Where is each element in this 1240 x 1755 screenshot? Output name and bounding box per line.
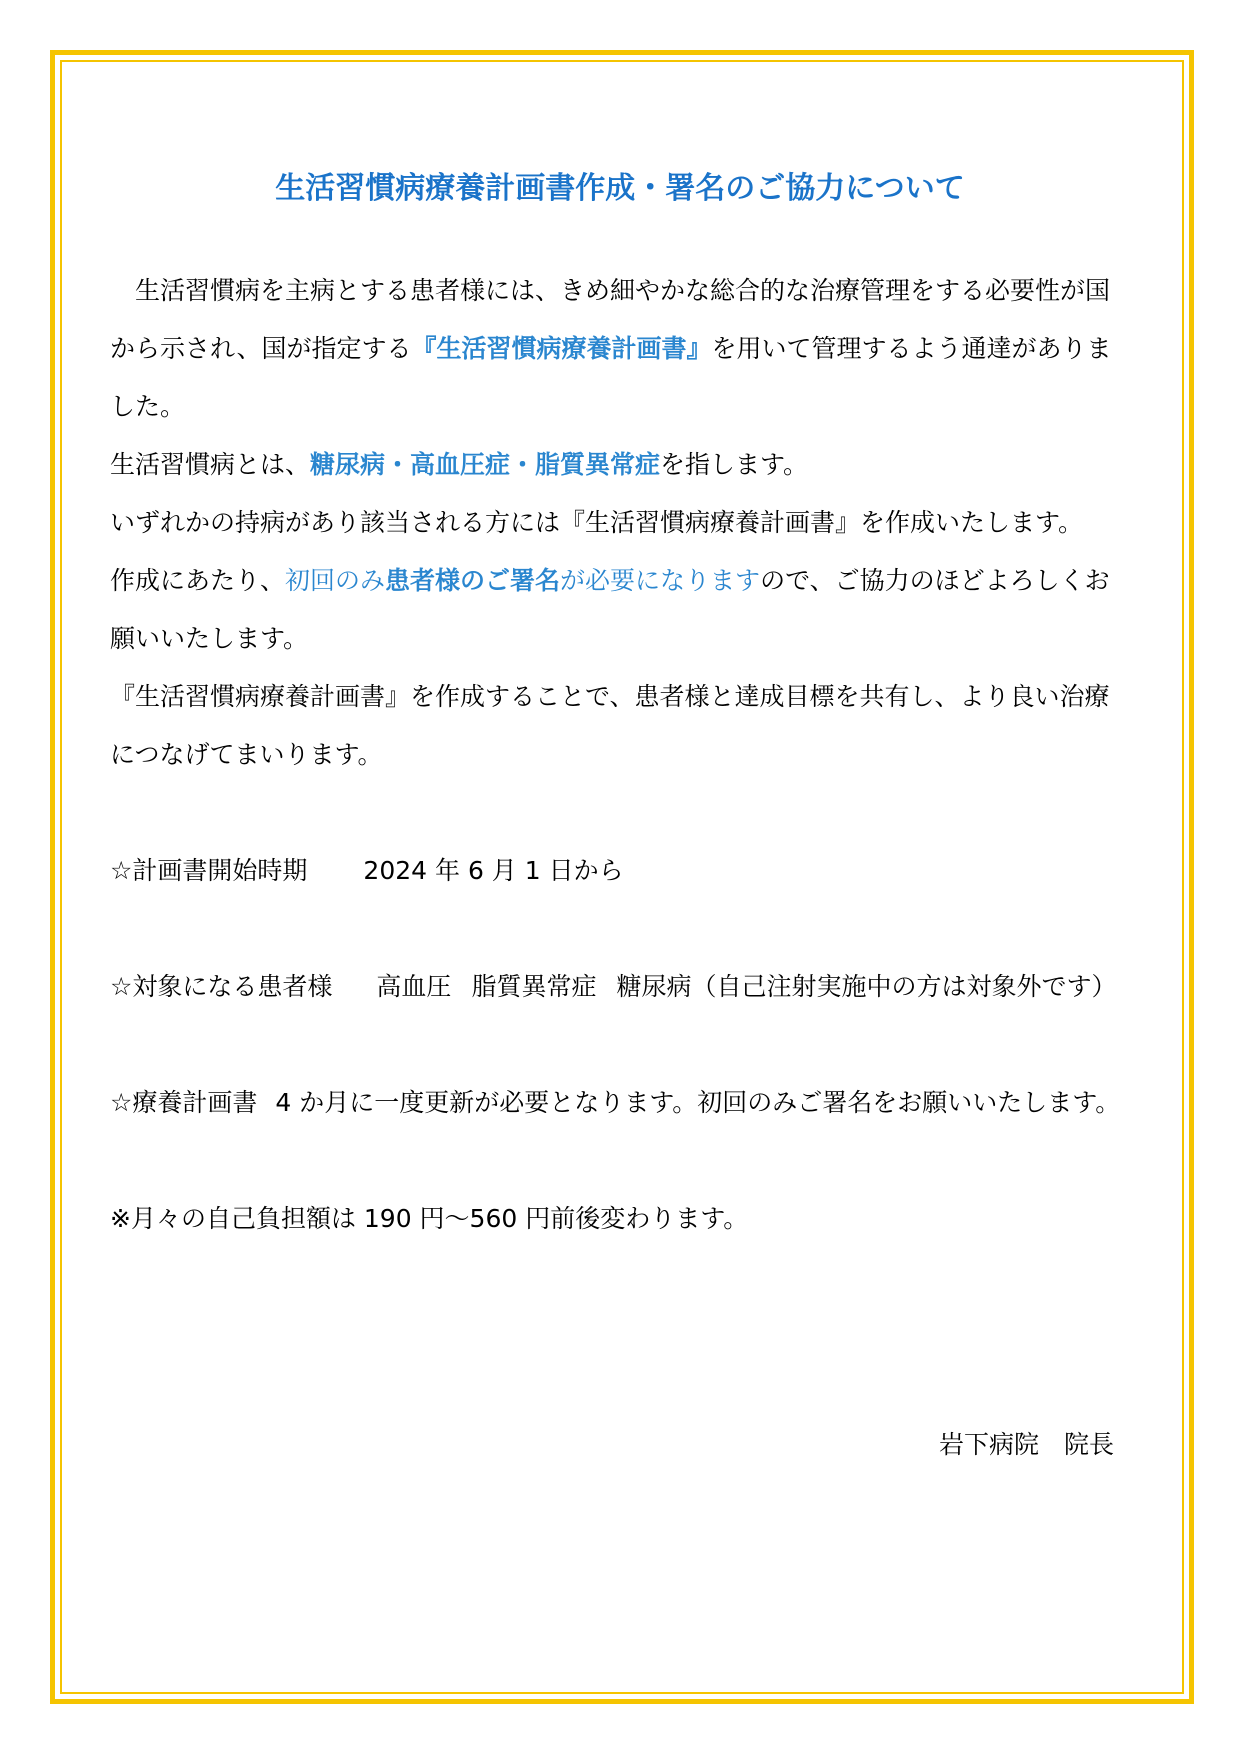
signature: 岩下病院 院長 — [938, 1430, 1114, 1459]
paragraph-eligibility: いずれかの持病があり該当される方には『生活習慣病療養計画書』を作成いたします。 — [110, 508, 1084, 537]
item-target-patients: ☆対象になる患者様 高血圧 脂質異常症 糖尿病（自己注射実施中の方は対象外です） — [110, 972, 1117, 1001]
paragraph-signature-request: 作成にあたり、初回のみ患者様のご署名が必要になりますので、ご協力のほどよろしくお願いいたします。 — [110, 566, 1110, 653]
disease-list-highlight: 糖尿病・高血圧症・脂質異常症 — [310, 450, 661, 479]
notice-body — [110, 262, 1130, 1248]
paragraph-purpose: 『生活習慣病療養計画書』を作成することで、患者様と達成目標を共有し、より良い治療につなげてまいります。 — [110, 682, 1110, 769]
cost-note: ※月々の自己負担額は 190 円～560 円前後変わります。 — [110, 1204, 749, 1233]
paragraph-definition: 生活習慣病とは、糖尿病・高血圧症・脂質異常症を指します。 — [110, 450, 809, 479]
signature-highlight: 患者様のご署名 — [385, 566, 561, 595]
plan-name-highlight: 『生活習慣病療養計画書』 — [411, 334, 712, 363]
item-start-date: ☆計画書開始時期 2024 年 6 月 1 日から — [110, 856, 624, 885]
item-renewal: ☆療養計画書 4 か月に一度更新が必要となります。初回のみご署名をお願いいたします。 — [110, 1088, 1121, 1117]
paragraph-intro: 生活習慣病を主病とする患者様には、きめ細やかな総合的な治療管理をする必要性が国から示され、国が指定する『生活習慣病療養計画書』を用いて管理するよう通達がありました。 — [110, 276, 1112, 421]
page-title: 生活習慣病療養計画書作成・署名のご協力について — [275, 171, 965, 206]
